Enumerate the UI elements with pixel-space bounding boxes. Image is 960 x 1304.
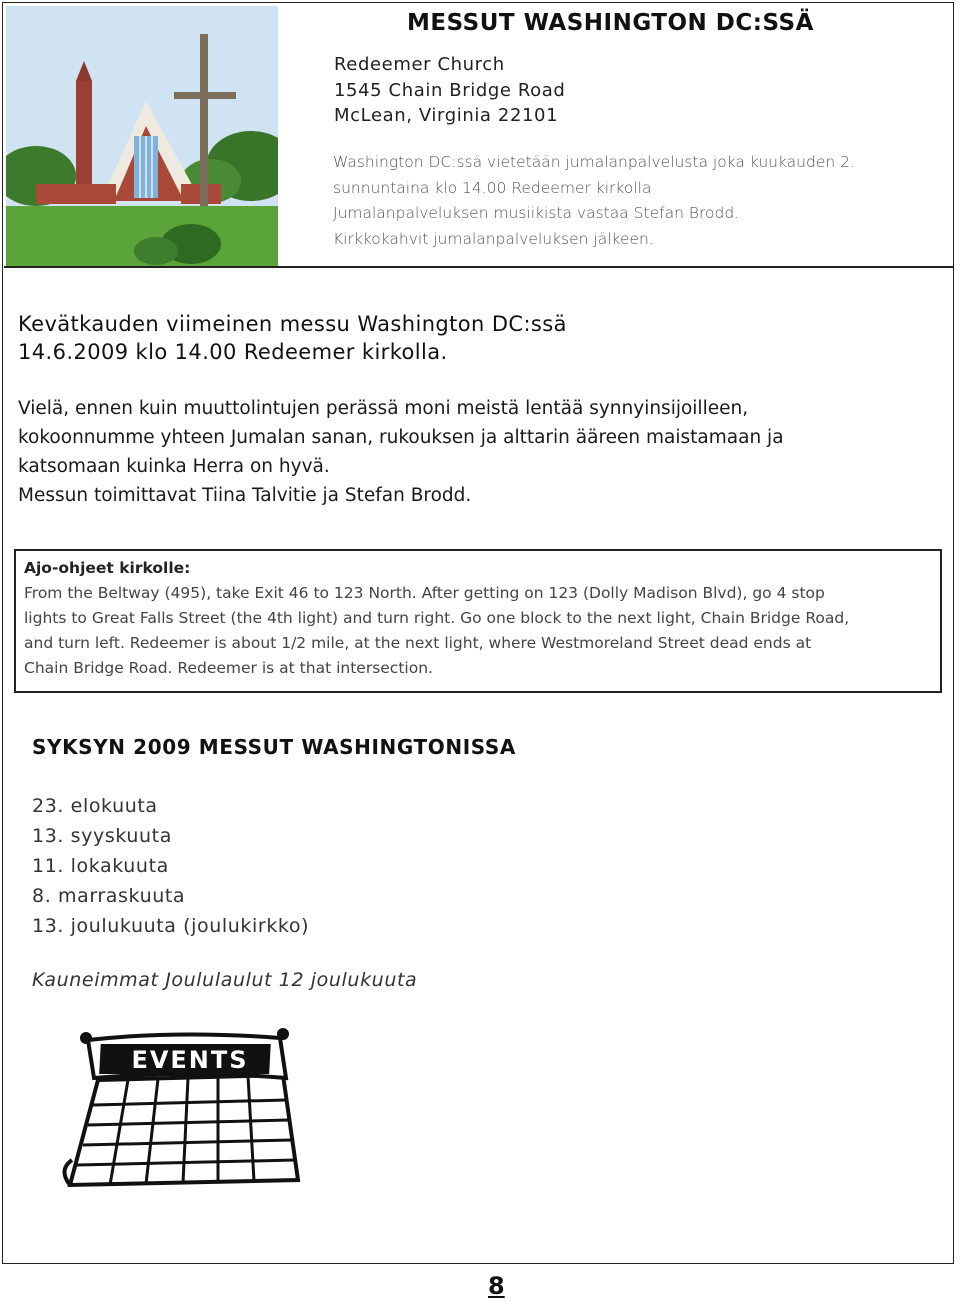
- date-item: 11. lokakuuta: [32, 855, 169, 877]
- fall-dates-list: [32, 791, 309, 941]
- service-info-line: sunnuntaina klo 14.00 Redeemer kirkolla: [333, 178, 652, 197]
- page-number: 8: [488, 1272, 505, 1300]
- service-info-line: Jumalanpalveluksen musiikista vastaa Stefan Brodd.: [333, 204, 740, 222]
- date-item: 23. elokuuta: [32, 795, 158, 817]
- body-line: kokoonnumme yhteen Jumalan sanan, rukouksen ja alttarin ääreen maistamaan ja: [18, 427, 784, 448]
- driving-directions-box: [14, 549, 942, 693]
- directions-line: Chain Bridge Road. Redeemer is at that intersection.: [24, 659, 433, 677]
- address-line: 1545 Chain Bridge Road: [334, 79, 566, 101]
- events-sign-text: EVENTS: [131, 1046, 249, 1074]
- fall-schedule-title: SYKSYN 2009 MESSUT WASHINGTONISSA: [32, 735, 516, 759]
- church-photo: [6, 6, 278, 266]
- events-calendar-icon: [58, 1020, 306, 1198]
- section-divider: [4, 266, 954, 268]
- headline-line: 14.6.2009 klo 14.00 Redeemer kirkolla.: [18, 340, 448, 364]
- events-calendar-graphic: [58, 1020, 306, 1198]
- body-line: katsomaan kuinka Herra on hyvä.: [18, 456, 330, 477]
- christmas-concert-note: Kauneimmat Joululaulut 12 joulukuuta: [32, 969, 418, 991]
- date-item: 13. joulukuuta (joulukirkko): [32, 915, 310, 937]
- address-line: McLean, Virginia 22101: [334, 105, 559, 126]
- church-address: [334, 52, 565, 129]
- date-item: 13. syyskuuta: [32, 825, 172, 847]
- directions-line: lights to Great Falls Street (the 4th light) and turn right. Go one block to the next light, Chain Bridge Road,: [24, 609, 850, 627]
- body-line: Messun toimittavat Tiina Talvitie ja Stefan Brodd.: [18, 485, 472, 506]
- headline-line: Kevätkauden viimeinen messu Washington DC:ssä: [18, 312, 567, 336]
- service-info-line: Kirkkokahvit jumalanpalveluksen jälkeen.: [333, 229, 654, 248]
- directions-line: From the Beltway (495), take Exit 46 to 123 North. After getting on 123 (Dolly Madison Blvd), go 4 stop: [24, 584, 825, 602]
- spring-mass-body: [18, 394, 784, 510]
- service-info-line: Washington DC:ssä vietetään jumalanpalvelusta joka kuukauden 2.: [333, 153, 855, 171]
- church-photo-graphic: [6, 6, 278, 266]
- directions-title: Ajo-ohjeet kirkolle:: [24, 559, 191, 577]
- service-info: [333, 150, 855, 252]
- body-line: Vielä, ennen kuin muuttolintujen perässä moni meistä lentää synnyinsijoilleen,: [18, 398, 749, 419]
- spring-mass-headline: [18, 310, 567, 366]
- directions-line: and turn left. Redeemer is about 1/2 mile, at the next light, where Westmoreland Street dead ends at: [24, 634, 812, 652]
- date-item: 8. marraskuuta: [32, 885, 186, 907]
- page-title: MESSUT WASHINGTON DC:SSÄ: [407, 10, 814, 36]
- address-line: Redeemer Church: [334, 54, 505, 75]
